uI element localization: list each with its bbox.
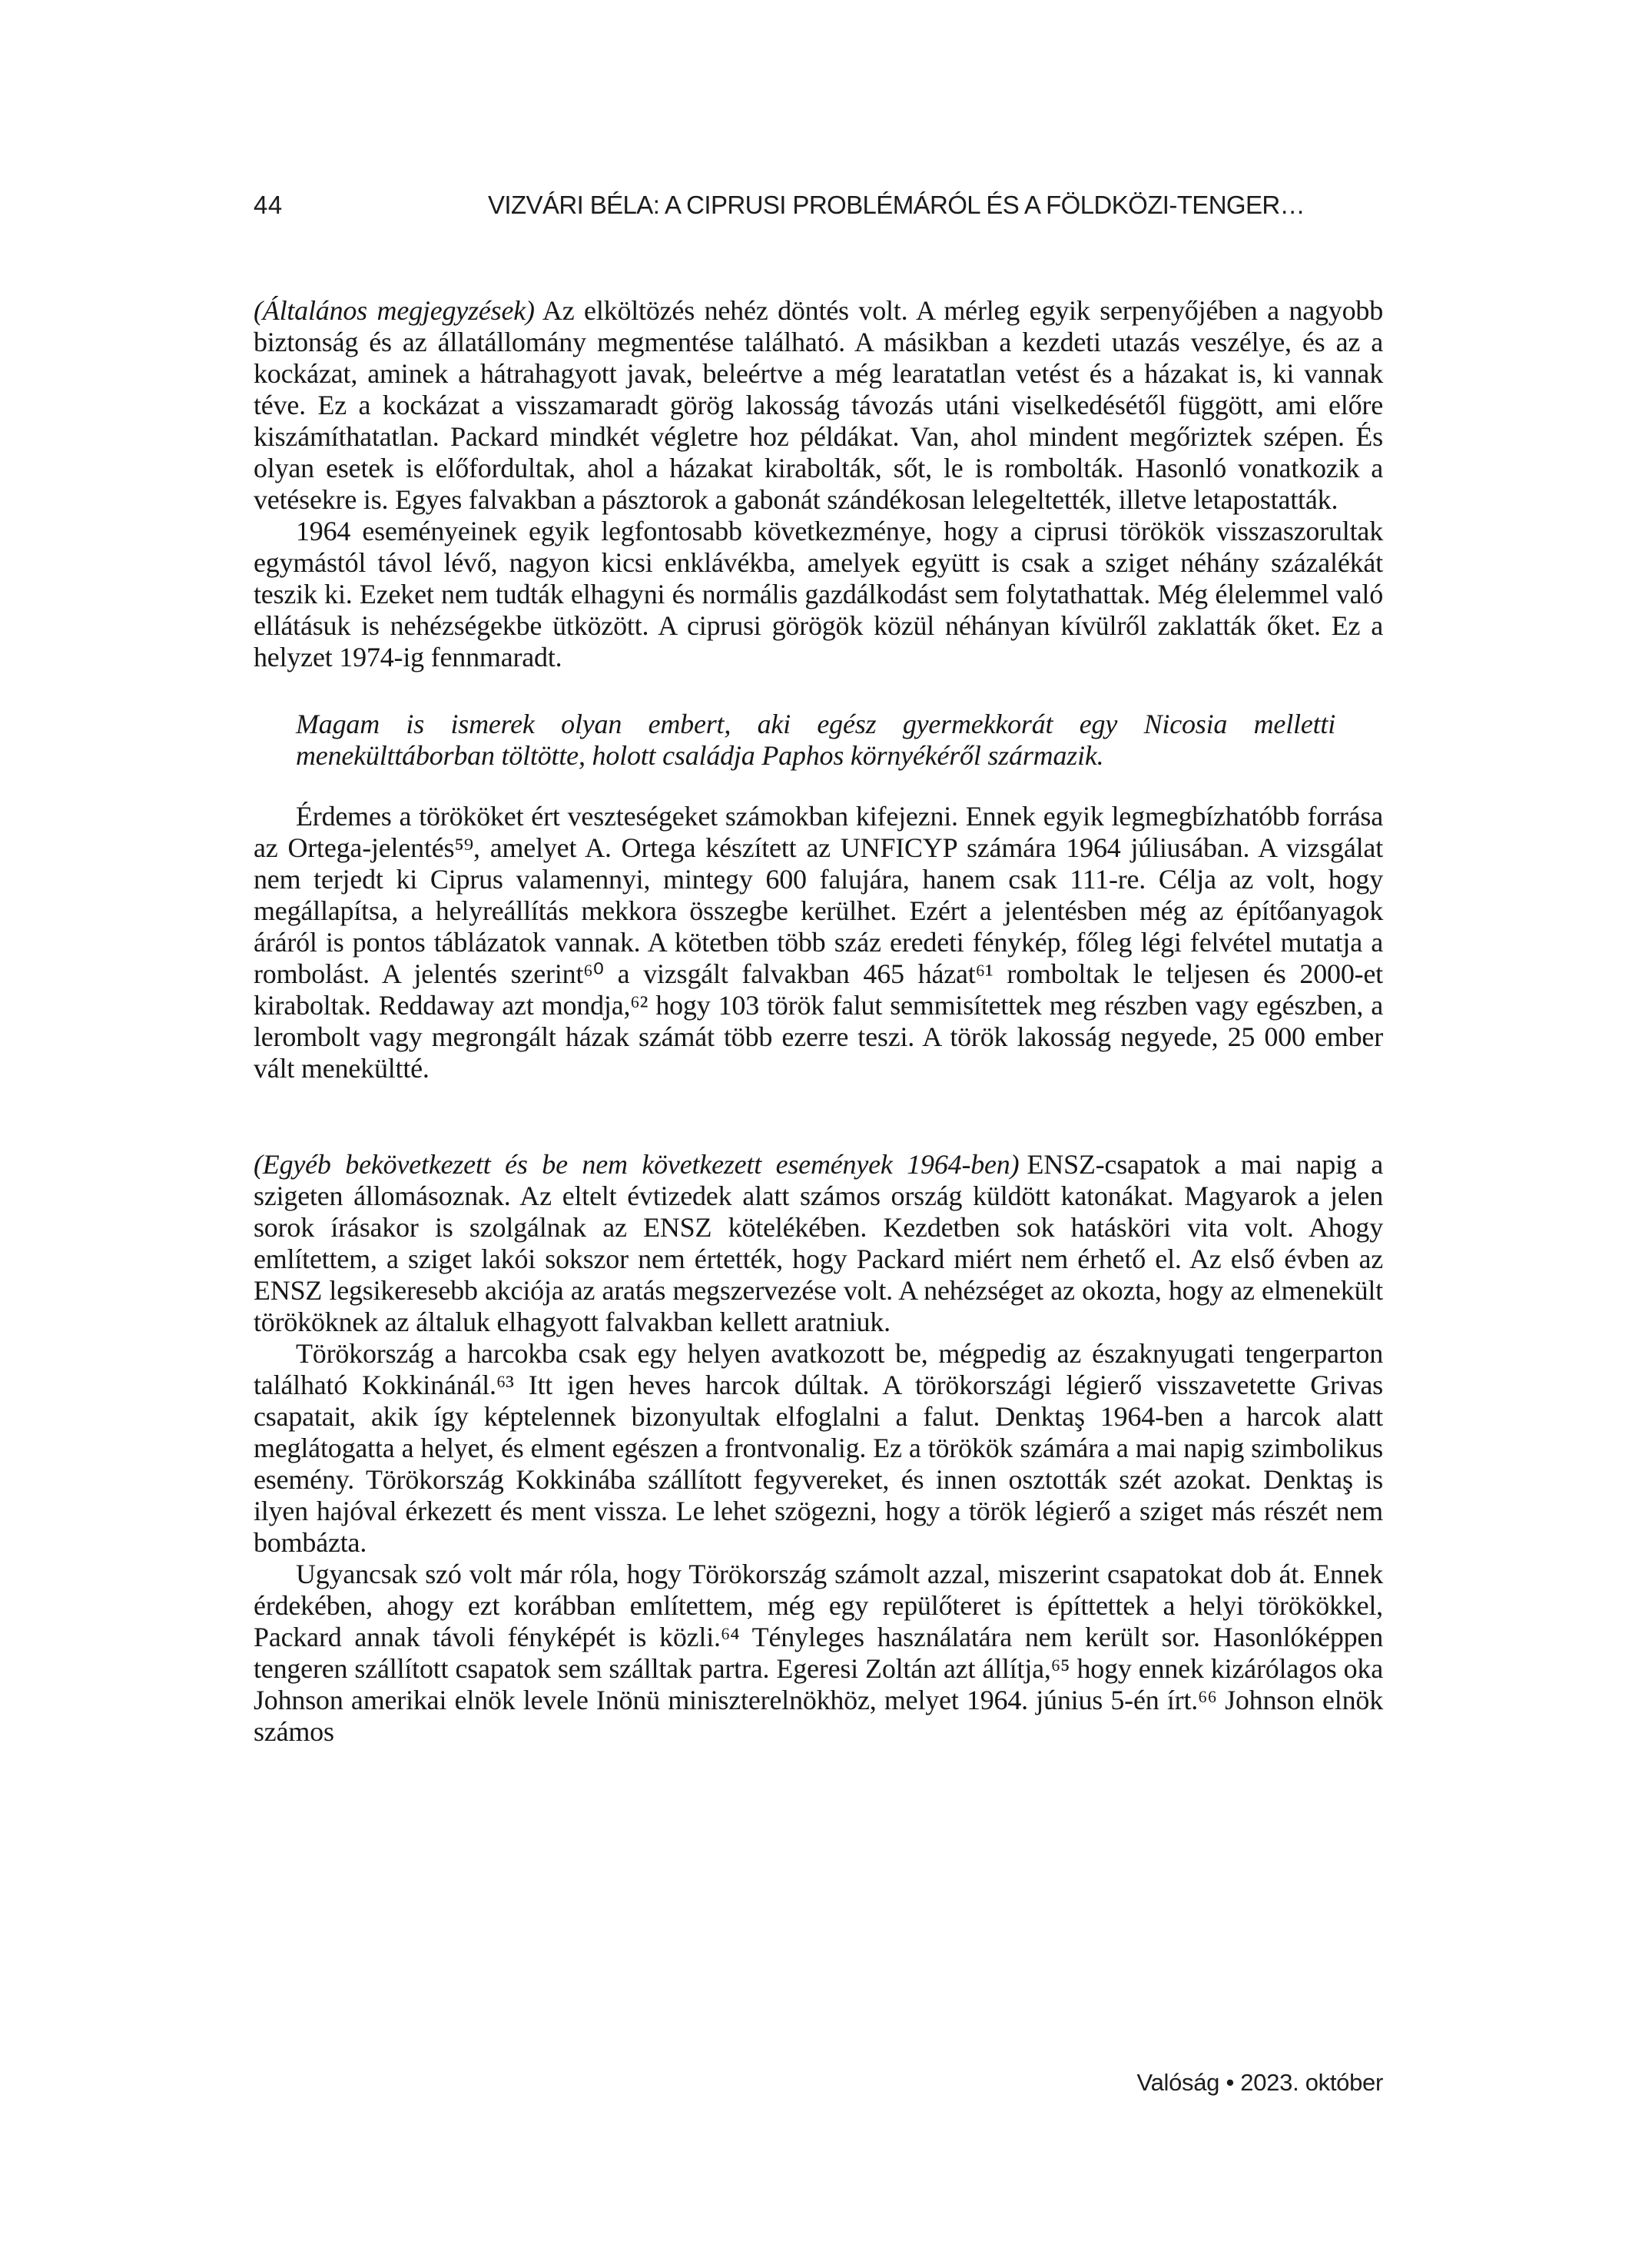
paragraph-ortega-report: Érdemes a törököket ért veszteségeket számokban kifejezni. Ennek egyik legmegbízhatóbb forrása az Ortega-jelentés⁵⁹, amelyet A. Ortega készített az UNFICYP számára 1964 júliusában. A vizsgálat nem terjedt ki Ciprus valamennyi, mintegy 600 falujára, hanem csak 111-re. Célja az volt, hogy megállapítsa, a helyreállítás mekkora összegbe kerülhet. Ezért a jelentésben még az építőanyagok áráról is pontos táblázatok vannak. A kötetben több száz eredeti fénykép, főleg légi felvétel mutatja a rombolást. A jelentés szerint⁶⁰ a vizsgált falvakban 465 házat⁶¹ romboltak le teljesen és 2000-et kiraboltak. Reddaway azt mondja,⁶² hogy 103 török falut semmisítettek meg részben vagy egészben, a lerombolt vagy megrongált házak számát több ezerre teszi. A török lakosság negyede, 25 000 ember vált menekültté. (254, 801, 1383, 1084)
paragraph-troop-transfer: Ugyancsak szó volt már róla, hogy Törökország számolt azzal, miszerint csapatokat dob át. Ennek érdekében, ahogy ezt korábban említettem, még egy repülőteret is építtettek a helyi törökökkel, Packard annak távoli fényképét is közli.⁶⁴ Tényleges használatára nem került sor. Hasonlóképpen tengeren szállított csapatok sem szálltak partra. Egeresi Zoltán azt állítja,⁶⁵ hogy ennek kizárólagos oka Johnson amerikai elnök levele Inönü miniszterelnökhöz, melyet 1964. június 5-én írt.⁶⁶ Johnson elnök számos (254, 1559, 1383, 1747)
page-footer (254, 2069, 1383, 2097)
running-title: VIZVÁRI BÉLA: A CIPRUSI PROBLÉMÁRÓL ÉS A FÖLDKÖZI-TENGER… (488, 191, 1305, 219)
pull-quote-refugee-camp: Magam is ismerek olyan embert, aki egész gyermekkorát egy Nicosia melletti menekülttáborban töltötte, holott családja Paphos környékéről származik. (296, 709, 1335, 771)
page-number: 44 (254, 191, 283, 219)
article-body (254, 295, 1383, 1748)
journal-issue-label: Valóság • 2023. október (1136, 2069, 1383, 2096)
running-head (254, 191, 1383, 224)
paragraph-other-events (254, 1149, 1383, 1338)
section-lead-general-remarks: (Általános megjegyzések) (254, 295, 535, 326)
paragraph-kokkina-fighting: Törökország a harcokba csak egy helyen avatkozott be, mégpedig az északnyugati tengerparton található Kokkinánál.⁶³ Itt igen heves harcok dúltak. A törökországi légierő visszavetette Grivas csapatait, akik így képtelennek bizonyultak elfoglalni a falut. Denktaş 1964-ben a harcok alatt meglátogatta a helyet, és elment egészen a frontvonalig. Ez a törökök számára a mai napig szimbolikus esemény. Törökország Kokkinába szállított fegyvereket, és innen osztották szét azokat. Denktaş is ilyen hajóval érkezett és ment vissza. Le lehet szögezni, hogy a török légierő a sziget más részét nem bombázta. (254, 1338, 1383, 1558)
paragraph-text: ENSZ-csapatok a mai napig a szigeten állomásoznak. Az eltelt évtizedek alatt számos ország küldött katonákat. Magyarok a jelen sorok írásakor is szolgálnak az ENSZ kötelékében. Kezdetben sok hatásköri vita volt. Ahogy említettem, a sziget lakói sokszor nem értették, hogy Packard miért nem érhető el. Az első évben az ENSZ legsikeresebb akciója az aratás megszervezése volt. A nehézséget az okozta, hogy az elmenekült törököknek az általuk elhagyott falvakban kellett aratniuk. (254, 1149, 1383, 1337)
paragraph-text: Az elköltözés nehéz döntés volt. A mérleg egyik serpenyőjében a nagyobb biztonság és az állatállomány megmentése található. A másikban a kezdeti utazás veszélye, és az a kockázat, aminek a hátrahagyott javak, beleértve a még learatatlan vetést és a házakat is, ki vannak téve. Ez a kockázat a visszamaradt görög lakosság távozás utáni viselkedésétől függött, ami előre kiszámíthatatlan. Packard mindkét végletre hoz példákat. Van, ahol mindent megőriztek szépen. És olyan esetek is előfordultak, ahol a házakat kirabolták, sőt, le is rombolták. Hasonló vonatkozik a vetésekre is. Egyes falvakban a pásztorok a gabonát szándékosan lelegeltették, illetve letapostatták. (254, 295, 1384, 515)
section-lead-other-events: (Egyéb bekövetkezett és be nem következett események 1964-ben) (254, 1149, 1020, 1180)
paragraph-1964-consequences: 1964 eseményeinek egyik legfontosabb következménye, hogy a ciprusi törökök visszaszorultak egymástól távol lévő, nagyon kicsi enklávékba, amelyek együtt is csak a sziget néhány százalékát teszik ki. Ezeket nem tudták elhagyni és normális gazdálkodást sem folytathattak. Még élelemmel való ellátásuk is nehézségekbe ütközött. A ciprusi görögök közül néhányan kívülről zaklatták őket. Ez a helyzet 1974-ig fennmaradt. (254, 516, 1383, 672)
paragraph-general-remarks (254, 295, 1383, 516)
